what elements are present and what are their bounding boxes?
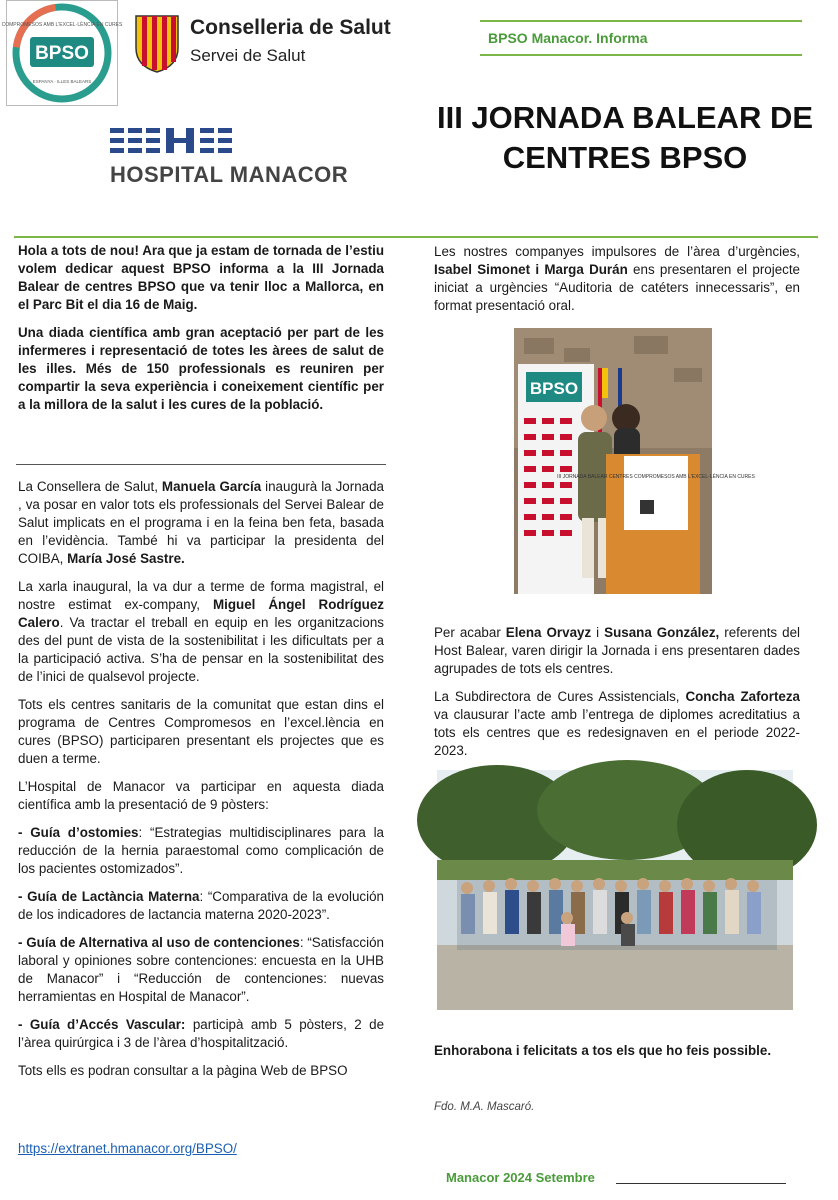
- intro-paragraph: Una diada científica amb gran aceptació per part de les infermeres i representació de totes les àrees de salut de les illes. Més de 150 professionals es reuniren per compartir la seva experiència i coneixement científic per a la millora de la salut i les cures de la població.: [18, 325, 384, 412]
- congrats-text: Enhorabona i felicitats a tos els que ho feis possible.: [434, 1043, 772, 1058]
- poster-item: - Guía de Lactància Materna: “Comparativa de la evolución de los indicadores de lactancia materna 2020-2023”.: [18, 889, 384, 922]
- poster-item: - Guía d’ostomies: “Estrategias multidisciplinares para la reducción de la hernia paraestomal como complicación de los pacientes ostomizados”.: [18, 825, 384, 876]
- banner-logo-text: BPSO: [529, 379, 579, 398]
- group-photo: [437, 770, 793, 1010]
- bpso-ring-text-top: COMPROMESOS AMB L'EXCEL·LÈNCIA EN CURES: [1, 22, 123, 28]
- conselleria-subtitle: Servei de Salut: [190, 46, 306, 65]
- person-name: Elena Orvayz: [505, 625, 592, 640]
- section-rule: [14, 236, 818, 238]
- paragraph: La Subdirectora de Cures Assistencials, Concha Zaforteza va clausurar l’acte amb l’entrega de diplomes acreditatius a tots els centres que es redesignaven en el periode 2022-2023.: [434, 689, 800, 758]
- poster-item: - Guía de Alternativa al uso de contenciones: “Satisfacción laboral y opiniones sobre contenciones: encuesta en la UHB de Manacor” i “Reducción de contenciones: nuevas herramientas en Hospital de Manacor”.: [18, 935, 384, 1004]
- paragraph: Les nostres companyes impulsores de l’àrea d’urgències, Isabel Simonet i Marga Durán ens presentaren el projecte iniciat a urgències “Auditoria de catéters innecessaris”, en format presentació oral.: [434, 244, 801, 313]
- page-title: [420, 98, 830, 178]
- person-name: Manuela García: [161, 479, 262, 494]
- right-column-bottom: [434, 624, 800, 770]
- paragraph: La Consellera de Salut, Manuela García inaugurà la Jornada , va posar en valor tots els professionals del Servei Balear de Salut implicats en el programa i en la feina ben feta, basada en l’evidència. També hi va participar la presidenta del COIBA, María José Sastre.: [18, 479, 384, 566]
- bpso-web-link[interactable]: https://extranet.hmanacor.org/BPSO/: [18, 1141, 237, 1156]
- lectern-screen-text: III JORNADA BALEAR CENTRES COMPROMESOS AMB L'EXCEL·LÈNCIA EN CURES: [557, 474, 755, 480]
- conselleria-title: Conselleria de Salut: [190, 16, 391, 39]
- person-name: Concha Zaforteza: [685, 689, 800, 704]
- paragraph: Tots els centres sanitaris de la comunitat que estan dins el programa de Centres Compromesos en l’excel.lència en cures (BPSO) participaren presentant els projectes que es duen a terme.: [18, 697, 384, 766]
- bpso-logo-text: BPSO: [35, 43, 89, 64]
- speaker-photo: [514, 328, 755, 594]
- person-name: Miguel Ángel Rodríguez Calero: [18, 597, 384, 630]
- intro-text: [18, 242, 384, 424]
- person-name: María José Sastre.: [67, 551, 185, 566]
- intro-paragraph: Hola a tots de nou! Ara que ja estam de tornada de l’estiu volem dedicar aquest BPSO informa a la III Jornada Balear de centres BPSO que va tenir lloc a Mallorca, en el Parc Bit el dia 16 de Maig.: [18, 243, 384, 312]
- headline-line1: III JORNADA BALEAR DE: [436, 100, 814, 135]
- poster-item: - Guía d’Accés Vascular: participà amb 5 pòsters, 2 de l’àrea quirúrgica i 3 de l’àrea d’hospitalització.: [18, 1017, 385, 1050]
- left-column: [18, 478, 384, 1090]
- right-column-top: [434, 243, 800, 325]
- person-name: Susana González,: [604, 625, 720, 640]
- paragraph: La xarla inaugural, la va dur a terme de forma magistral, el nostre estimat ex-company, Miguel Ángel Rodríguez Calero. Va tractar el treball en equip en les organitzacions des del punt de vista de la sostenibilitat i les dificultats per a la participació activa. S’ha de pensar en la sostenibilitat des de l’inici de qualsevol projecte.: [18, 579, 384, 684]
- header-rule-bottom: [480, 54, 802, 56]
- informa-label: BPSO Manacor. Informa: [488, 30, 648, 46]
- person-name: Isabel Simonet i Marga Durán: [434, 262, 628, 277]
- paragraph: Per acabar Elena Orvayz i Susana González, referents del Host Balear, varen dirigir la Jornada i ens presentaren dades agrupades de tots els centres.: [434, 625, 800, 676]
- headline-line2: CENTRES BPSO: [502, 140, 748, 175]
- hospital-logo-icon: [110, 126, 338, 163]
- footer-date: Manacor 2024 Setembre: [446, 1170, 595, 1185]
- signature: Fdo. M.A. Mascaró.: [434, 1101, 535, 1113]
- paragraph: L’Hospital de Manacor va participar en aquesta diada científica amb la presentació de 9 pòsters:: [18, 779, 384, 812]
- footer-rule: [616, 1183, 786, 1184]
- bpso-ring-text-bottom: ESPANYA · ILLES BALEARS: [32, 79, 92, 84]
- hospital-name: HOSPITAL MANACOR: [110, 162, 349, 187]
- balearic-shield-icon: [134, 14, 180, 74]
- header-rule-top: [480, 20, 802, 22]
- consult-text: Tots ells es podran consultar a la pàgina Web de BPSO: [18, 1063, 348, 1078]
- divider: [16, 464, 386, 465]
- bpso-logo: [1, 0, 123, 106]
